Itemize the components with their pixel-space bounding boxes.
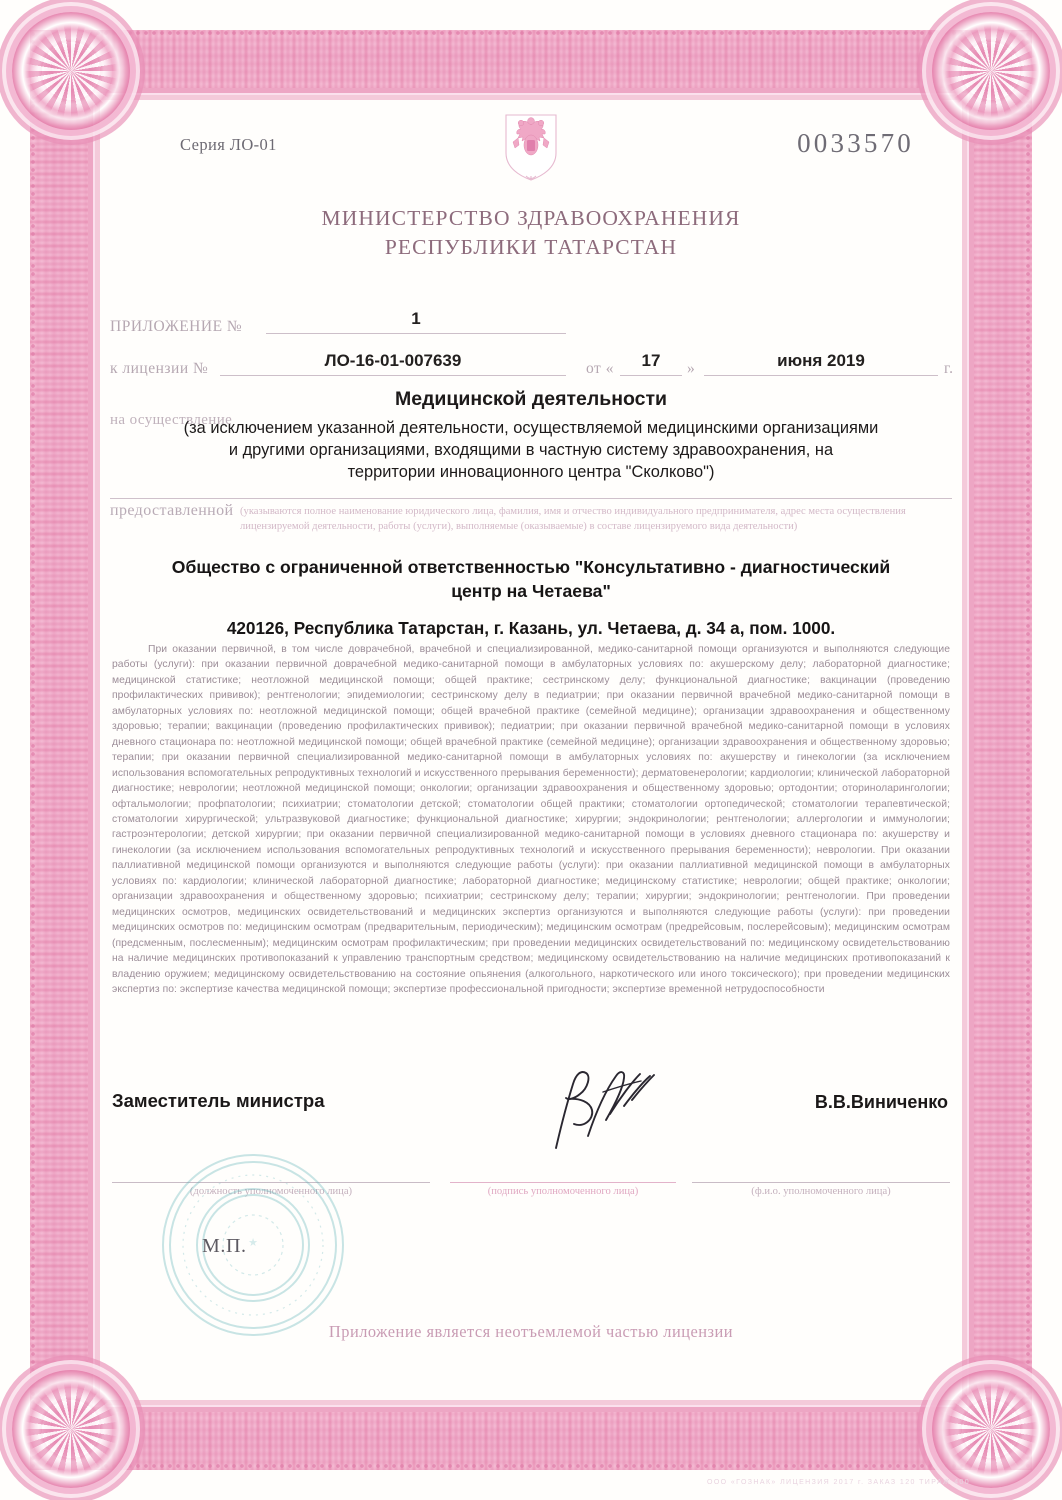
organization-name-line-1: Общество с ограниченной ответственностью "Консультативно - диагностический <box>171 557 891 577</box>
russian-coat-of-arms-icon <box>500 112 562 182</box>
appendix-row <box>110 296 952 336</box>
activity-underline <box>110 498 952 499</box>
granted-label: предоставленной <box>110 502 234 519</box>
date-monthyear-value: июня 2019 <box>777 351 865 370</box>
official-round-stamp-icon <box>158 1150 348 1340</box>
blank-number: 0033570 <box>797 128 914 158</box>
organization-name <box>118 555 944 604</box>
ministry-heading <box>110 204 952 261</box>
signer-name: В.В.Виниченко <box>814 1092 948 1112</box>
appendix-label: ПРИЛОЖЕНИЕ № <box>110 318 243 335</box>
svg-text:★: ★ <box>248 1237 258 1249</box>
date-quote-close: » <box>687 360 696 377</box>
date-day-underline <box>620 375 682 376</box>
border-band-top <box>30 30 1032 88</box>
appendix-value: 1 <box>411 309 421 328</box>
border-band-right <box>974 30 1032 1470</box>
lace-edge-right <box>1024 30 1033 1470</box>
activity-subtitle-line-2: и другими организациями, входящими в частную систему здравоохранения, на <box>228 440 834 459</box>
organization-name-line-2: центр на Четаева" <box>451 581 611 602</box>
appendix-underline <box>266 333 566 334</box>
ministry-line-2: РЕСПУБЛИКИ ТАТАРСТАН <box>384 234 678 259</box>
date-day-value: 17 <box>641 351 661 370</box>
activity-subtitle <box>110 418 952 484</box>
form-hint-text: (указываются полное наименование юридического лица, фамилия, имя и отчество индивидуального предпринимателя, адрес места осуществления лицензируемой деятельности, работы (услуги), выполняемые (оказываемые) в составе лицензируемого вида деятельности) <box>240 506 906 533</box>
caption-position: (должность уполномоченного лица) <box>189 1186 353 1197</box>
footer-note: Приложение является неотъемлемой частью лицензии <box>328 1322 734 1341</box>
activity-title: Медицинской деятельности <box>394 388 668 410</box>
date-monthyear-underline <box>704 375 938 376</box>
signature-rule-fio <box>692 1182 950 1183</box>
works-and-services-text: При оказании первичной, в том числе доврачебной, врачебной и специализированной, медико-санитарной помощи организуются и выполняются следующие работы (услуги): при оказании первичной доврачебной медико-санитарной помощи в амбулаторных условиях по: акушерскому делу; лабораторной диагностике; медицинской статистике; неотложной медицинской помощи; общей практике; сестринскому делу; функциональной диагностике; вакцинации (проведению профилактических прививок); рентгенологии; эпидемиологии; сестринскому делу в педиатрии; при оказании первичной врачебной медико-санитарной помощи в амбулаторных условиях по: неотложной медицинской помощи; общей врачебной практике (семейной медицине); организации здравоохранения и общественному здоровью; терапии; вакцинации (проведению профилактических прививок); педиатрии; при оказании первичной врачебной медико-санитарной помощи в условиях дневного стационара по: неотложной медицинской помощи; общей врачебной практике (семейной медицине); организации здравоохранения и общественному здоровью; терапии; при оказании первичной специализированной медико-санитарной помощи в амбулаторных условиях по: акушерству и гинекологии (за исключением использования вспомогательных репродуктивных технологий и искусственного прерывания беременности); дерматовенерологии; кардиологии; клинической лабораторной диагностике; неврологии; неотложной медицинской помощи; онкологии; организации здравоохранения и общественному здоровью; ортодонтии; оториноларингологии; офтальмологии; профпатологии; психиатрии; стоматологии детской; стоматологии общей практики; стоматологии ортопедической; стоматологии терапевтической; стоматологии хирургической; ультразвуковой диагностике; функциональной диагностике; хирургии; эндокринологии; рентгенологии; аллергологии и иммунологии; гастроэнтерологии; детской хирургии; при оказании первичной специализированной медико-санитарной помощи в условиях дневного стационара по: акушерству и гинекологии (за исключением использования вспомогательных репродуктивных технологий и искусственного прерывания беременности); неврологии. При оказании паллиативной медицинской помощи организуются и выполняются следующие работы (услуги): при оказании паллиативной медицинской помощи в амбулаторных условиях по: кардиологии; клинической лабораторной диагностике; лабораторной диагностике; медицинскому статистике; неврологии; общей практике; онкологии; организации здравоохранения и общественному здоровью; психиатрии; сестринскому делу; терапии; хирургии; эндокринологии; рентгенологии. При проведении медицинских осмотров, медицинских освидетельствований и медицинских экспертиз организуются и выполняются следующие работы (услуги): при проведении медицинских осмотров по: медицинским осмотрам (предварительным, периодическим); медицинским осмотрам (предрейсовым, послерейсовым); медицинским осмотрам (предсменным, послесменным); медицинским осмотрам профилактическим; при проведении медицинских освидетельствований по: медицинскому освидетельствованию на наличие медицинских противопоказаний к управлению транспортным средством; медицинскому освидетельствованию на наличие медицинских противопоказаний к владению оружием; медицинскому освидетельствованию на состояние опьянения (алкогольного, наркотического или иного токсического); при проведении медицинских экспертиз по: экспертизе качества медицинской помощи; экспертизе профессиональной пригодности; экспертизе временной нетрудоспособности <box>112 644 950 995</box>
printer-microprint: ООО «ГОЗНАК» ЛИЦЕНЗИЯ 2017 г. ЗАКАЗ 120 ТИРАЖ 400 <box>706 1479 970 1486</box>
caption-fio: (ф.и.о. уполномоченного лица) <box>751 1186 891 1197</box>
organization-address: 420126, Республика Татарстан, г. Казань, ул. Четаева, д. 34 а, пом. 1000. <box>226 618 836 638</box>
border-band-left <box>30 30 88 1470</box>
series-label: Серия ЛО-01 <box>180 135 277 154</box>
activity-subtitle-line-1: (за исключением указанной деятельности, осуществляемой медицинскими организациями <box>183 419 879 437</box>
license-number-value: ЛО-16-01-007639 <box>324 351 462 370</box>
license-row <box>110 338 952 378</box>
lace-edge-left <box>29 30 38 1470</box>
signature-rule-sign <box>450 1182 676 1183</box>
activity-subtitle-line-3: территории инновационного центра "Сколково") <box>347 462 715 481</box>
border-band-bottom <box>30 1412 1032 1470</box>
license-label: к лицензии № <box>110 360 209 377</box>
purpose-label: на осуществление <box>110 412 233 428</box>
lace-edge-bottom <box>30 1462 1032 1471</box>
ministry-line-1: МИНИСТЕРСТВО ЗДРАВООХРАНЕНИЯ <box>321 206 741 230</box>
license-underline <box>220 375 566 376</box>
document-content <box>110 100 952 1400</box>
caption-signature: (подпись уполномоченного лица) <box>487 1186 639 1197</box>
handwritten-signature-icon <box>540 1062 670 1154</box>
date-prefix-label: от « <box>586 360 614 377</box>
signer-position: Заместитель министра <box>112 1090 325 1111</box>
date-suffix-label: г. <box>944 360 954 377</box>
seal-mark-label: М.П. <box>202 1235 247 1257</box>
lace-edge-top <box>30 29 1032 38</box>
